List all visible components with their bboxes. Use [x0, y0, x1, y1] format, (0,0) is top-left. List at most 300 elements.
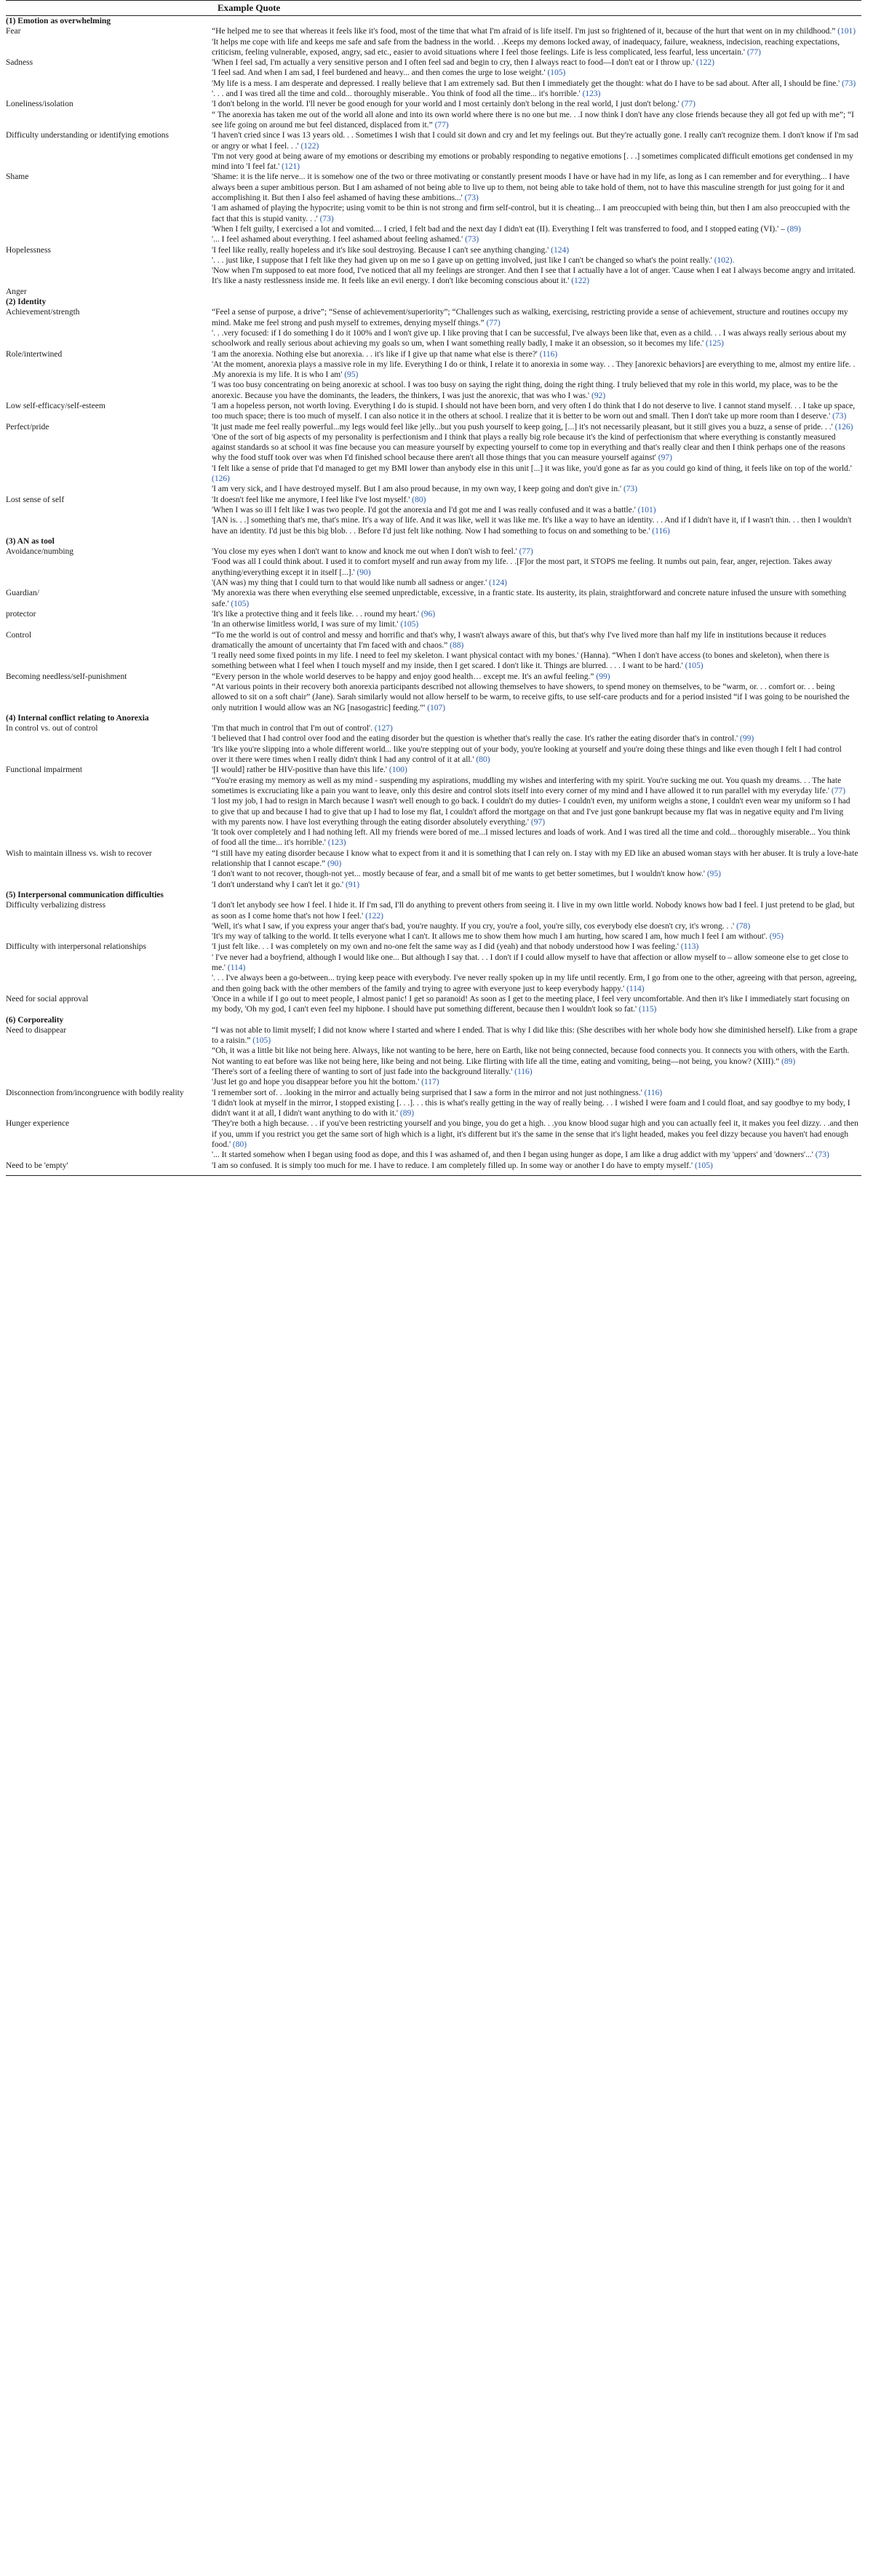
citation-link[interactable]: (97) — [530, 817, 546, 827]
quote-paragraph — [212, 1118, 858, 1150]
quote-text: 'I'm not very good at being aware of my emotions or describing my emotions or probably responding to negative emotions [. . .] sometimes complicated difficult emotions get condensed in my mind into 'I feel fat.' — [212, 151, 853, 172]
subtheme-cell — [6, 26, 212, 57]
subtheme-label: Sadness — [6, 58, 33, 68]
quote-paragraph — [212, 130, 858, 151]
subtheme-label: Wish to maintain illness vs. wish to recover — [6, 848, 152, 858]
subtheme-label: Loneliness/isolation — [6, 100, 73, 109]
citation-link[interactable]: (117) — [421, 1078, 439, 1087]
table-row — [6, 994, 861, 1015]
citation-link[interactable]: (73) — [842, 79, 856, 88]
citation-link[interactable]: (73) — [319, 214, 334, 223]
quote-text: 'It took over completely and I had nothing left. All my friends were bored of me...I missed lectures and loads of work. And I was tired all the time and cold... thoroughly miserable... You think of food all the time... it's horrible.' — [212, 828, 850, 848]
quote-text: '. . . and I was tired all the time and cold... thoroughly miserable.. You think of food all the time... it's horrible.' — [212, 90, 581, 99]
quote-paragraph — [212, 349, 858, 359]
subtheme-label: Hunger experience — [6, 1119, 70, 1129]
citation-link[interactable]: (116) — [514, 1067, 533, 1076]
quote-paragraph — [212, 557, 858, 578]
citation-link[interactable]: (122) — [300, 141, 319, 151]
citation-link[interactable]: (95) — [706, 870, 721, 879]
quote-paragraph — [212, 651, 858, 672]
subtheme-label: Guardian/ — [6, 589, 39, 598]
citation-link[interactable]: (123) — [582, 90, 601, 99]
quote-text: '. . . I've always been a go-between... trying keep peace with everybody. I've never really spoken up in my life until recently. Erm, I go from one to the other, agreeing with that person, agreeing, and then going back with the other members of the family and trying to agree with everyone just to keep everybody happy.' — [212, 974, 857, 993]
quote-text: '(AN was) my thing that I could turn to that would like numb all sadness or anger.' — [212, 579, 487, 588]
quote-cell — [212, 1088, 861, 1119]
section-header-row — [6, 16, 861, 26]
quote-text: '. . . just like, I suppose that I felt like they had given up on me so I gave up on getting involved, just like I can't be changed so what's the point really.' — [212, 255, 712, 265]
quote-text: 'It doesn't feel like me anymore, I feel like I've lost myself.' — [212, 495, 410, 504]
subtheme-label: Need to disappear — [6, 1025, 67, 1035]
subtheme-label: Need to be 'empty' — [6, 1161, 68, 1170]
quote-cell — [212, 1161, 861, 1171]
quote-text: “ The anorexia has taken me out of the world all alone and into its own world where there is no one but me. . .I now think I don't have any close friends because they all got fed up with me”; “I see life going on around me but feel distanced, displaced from it.” — [212, 110, 854, 130]
quote-text: 'I believed that I had control over food and the eating disorder but the question is whether that's really the case. It's rather the eating disorder that's in control.' — [212, 734, 738, 744]
quote-paragraph — [212, 546, 858, 557]
quote-paragraph — [212, 328, 858, 349]
quote-paragraph — [212, 1088, 858, 1098]
quote-text: 'In an otherwise limitless world, I was sure of my limit.' — [212, 620, 399, 629]
quote-paragraph — [212, 26, 858, 36]
quote-cell — [212, 349, 861, 401]
section-title: (3) AN as tool — [6, 536, 55, 546]
quote-text: “To me the world is out of control and messy and horrific and that's why, I wasn't always aware of this, but that's why I've lived more than half my life in institutions because it reduces dramatically the amount of uncertainty that I'm faced with and chaos.” — [212, 630, 826, 650]
citation-link[interactable]: (102). — [714, 255, 735, 265]
quote-cell — [212, 848, 861, 890]
quote-text: 'I don't want to not recover, though-not yet... mostly because of fear, and a small bit of me wants to get better sometimes, but I wouldn't know how.' — [212, 870, 705, 879]
quote-text: 'It's my way of talking to the world. It tells everyone what I can't. It allows me to show them how much I am hurting, how scared I am, how much I feel I am without'. — [212, 932, 768, 942]
quote-text: 'I feel sad. And when I am sad, I feel burdened and heavy... and then comes the urge to lose weight.' — [212, 68, 546, 78]
subtheme-label: Hopelessness — [6, 245, 51, 255]
subtheme-cell — [6, 287, 212, 297]
citation-link[interactable]: (123) — [327, 838, 346, 848]
citation-link[interactable]: (77) — [434, 120, 449, 130]
citation-link[interactable]: (114) — [626, 984, 645, 993]
citation-link[interactable]: (126) — [212, 474, 230, 484]
quote-paragraph — [212, 744, 858, 766]
quote-text: 'When I feel sad, I'm actually a very sensitive person and I often feel sad and begin to cry, then I always react to food—I don't eat or I throw up.' — [212, 58, 695, 68]
subtheme-label: Becoming needless/self-punishment — [6, 672, 127, 681]
subtheme-cell — [6, 848, 212, 890]
quote-paragraph — [212, 953, 858, 974]
citation-link[interactable]: (122) — [571, 277, 590, 286]
subtheme-label: protector — [6, 609, 36, 619]
section-header-row — [6, 297, 861, 307]
citation-link[interactable]: (91) — [345, 880, 360, 889]
citation-link[interactable]: (89) — [786, 224, 801, 234]
table-row — [6, 1161, 861, 1171]
section-header-row — [6, 1015, 861, 1025]
quote-text: 'They're both a high because. . . if you've been restricting yourself and you binge, you do get a high. . .you know blood sugar high and you can actually feel it, it makes you feel dizzy. . .and then if you, umm if you restrict you get the same sort of high which is a light, it's different but it's the same in the sense that it's light headed, makes you feel dizzy because you haven't had enough food.' — [212, 1119, 858, 1150]
quote-text: 'I am very sick, and I have destroyed myself. But I am also proud because, in my own way, I keep going and don't give in.' — [212, 485, 622, 494]
subtheme-cell — [6, 245, 212, 287]
table-row — [6, 765, 861, 848]
quote-paragraph — [212, 99, 858, 109]
subtheme-cell — [6, 1118, 212, 1160]
quote-paragraph — [212, 827, 858, 848]
quote-text: 'I was too busy concentrating on being anorexic at school. I was too busy on saying the right thing, doing the right thing. I truly believed that my role in this world, my place, was to be the anorexic. Because you have the dominants, the leaders, the thinkers, I was just the anorexic, that was who I was.' — [212, 381, 838, 400]
citation-link[interactable]: (124) — [551, 245, 570, 255]
subtheme-cell — [6, 495, 212, 536]
citation-link[interactable]: (105) — [231, 599, 250, 608]
citation-link[interactable]: (116) — [652, 526, 670, 536]
subtheme-label: Difficulty verbalizing distress — [6, 901, 106, 910]
table-bottom-rule — [6, 1175, 861, 1176]
citation-link[interactable]: (92) — [591, 391, 606, 400]
subtheme-label: Lost sense of self — [6, 495, 65, 504]
citation-link[interactable]: (99) — [596, 672, 610, 681]
quote-paragraph — [212, 422, 858, 432]
section-title: (1) Emotion as overwhelming — [6, 17, 111, 25]
section-title: (5) Interpersonal communication difficulties — [6, 890, 164, 899]
quote-text: 'You close my eyes when I don't want to know and knock me out when I don't wish to feel.' — [212, 547, 517, 557]
quote-paragraph — [212, 203, 858, 224]
quote-paragraph — [212, 515, 858, 536]
quote-text: 'It's like a protective thing and it feels like. . . round my heart.' — [212, 609, 420, 619]
table-row — [6, 848, 861, 890]
citation-link[interactable]: (105) — [694, 1161, 713, 1170]
subtheme-label: Functional impairment — [6, 766, 83, 775]
subtheme-label: In control vs. out of control — [6, 724, 98, 734]
citation-link[interactable]: (78) — [736, 921, 751, 931]
subtheme-cell — [6, 349, 212, 401]
quote-text: 'I am the anorexia. Nothing else but anorexia. . . it's like if I give up that name what else is there?' — [212, 349, 538, 359]
quote-paragraph — [212, 1067, 858, 1077]
quote-cell — [212, 546, 861, 588]
quote-cell — [212, 723, 861, 765]
quote-text: 'I am a hopeless person, not worth loving. Everything I do is stupid. I should not have been born, and very often I do think that I do not deserve to live. I cannot stand myself. . . I take up space, too much space; there is too much of myself. I can also notice it in the others at school. I realize that it is better to be worn out and small. Then I don't take up more room than I deserve.' — [212, 401, 856, 421]
citation-link[interactable]: (105) — [400, 620, 419, 629]
quote-paragraph — [212, 110, 858, 131]
citation-link[interactable]: (90) — [356, 568, 371, 577]
quote-paragraph — [212, 682, 858, 713]
quote-text: “Every person in the whole world deserves to be happy and enjoy good health… except me. It's an awful feeling.” — [212, 672, 594, 681]
subtheme-cell — [6, 765, 212, 848]
quote-text: 'Once in a while if I go out to meet people, I almost panic! I get so paranoid! As soon as I get to the meeting place, I feel very uncomfortable. And then it's like I immediately start focusing on my body, 'Oh my god, I can't even feel my hipbone. I should have put something different, because then I wouldn't look so fat.' — [212, 994, 850, 1014]
citation-link[interactable]: (89) — [781, 1057, 796, 1066]
subtheme-cell — [6, 630, 212, 672]
table-row — [6, 349, 861, 401]
section-header-row — [6, 890, 861, 900]
quote-paragraph — [212, 495, 858, 505]
quote-text: “You're erasing my memory as well as my mind - suspending my aspirations, muddling my wishes and interfering with my spirit. You're sucking me out. You quash my dreams. . . The hate sometimes is excruciating like a pain you want to leave, only this desire and control slots itself into every corner of my mind and I have allowed it to run parallel with my everyday life.' — [212, 776, 842, 795]
citation-link[interactable]: (99) — [740, 734, 754, 744]
citation-link[interactable]: (96) — [420, 609, 436, 619]
table-header — [6, 1, 861, 16]
table-row — [6, 900, 861, 942]
quote-paragraph — [212, 464, 858, 485]
quote-text: “I still have my eating disorder because I know what to expect from it and it is something that I can rely on. I stay with my ED like an abused woman stays with her abuser. It is truly a love-hate relationship that I cannot escape.” — [212, 848, 858, 869]
citation-link[interactable]: (77) — [519, 547, 533, 557]
quote-text: 'I am so confused. It is simply too much for me. I have to reduce. I am completely filled up. In some way or another I do have to empty myself.' — [212, 1161, 693, 1170]
subtheme-cell — [6, 900, 212, 942]
quote-paragraph — [212, 484, 858, 494]
subtheme-label: Difficulty with interpersonal relationships — [6, 942, 147, 952]
subtheme-label: Control — [6, 630, 32, 640]
quote-paragraph — [212, 994, 858, 1015]
quote-column-header: Example Quote — [218, 2, 281, 13]
table-row — [6, 99, 861, 130]
citation-link[interactable]: (90) — [327, 859, 342, 869]
citation-link[interactable]: (127) — [374, 724, 393, 734]
citation-link[interactable]: (124) — [489, 579, 507, 588]
subtheme-cell — [6, 1025, 212, 1088]
quote-text: 'I don't understand why I can't let it go.' — [212, 880, 344, 889]
subtheme-label: Difficulty understanding or identifying emotions — [6, 131, 170, 140]
quote-text: 'It's like you're slipping into a whole different world... like you're stepping out of your body, you're looking at yourself and you're doing these things and like even though I felt I had control over it there were times when I really didn't think I had any control of it at all.' — [212, 744, 842, 765]
quote-paragraph — [212, 432, 858, 464]
citation-link[interactable]: (77) — [681, 100, 695, 109]
citation-link[interactable]: (77) — [486, 318, 501, 327]
quote-paragraph — [212, 79, 858, 89]
subtheme-cell — [6, 130, 212, 172]
quote-text: 'I didn't look at myself in the mirror, I stopped existing [. . .]. . . this is what's really getting in the way of really being. . . I wished I were foam and I could float, and say goodbye to my body, I didn't want it at all, I didn't want anything to do with it.' — [212, 1098, 850, 1118]
subtheme-cell — [6, 172, 212, 245]
quote-paragraph — [212, 245, 858, 255]
subtheme-label: Avoidance/numbing — [6, 547, 74, 557]
section-title: (2) Identity — [6, 298, 47, 307]
table-row — [6, 307, 861, 349]
table-row — [6, 942, 861, 993]
citation-link[interactable]: (113) — [680, 942, 699, 952]
quote-text: 'At the moment, anorexia plays a massive role in my life. Everything I do or think, I relate it to anorexia in some way. . . They [anorexic behaviors] are everything to me, almost my entire life. . .My anorexia is my life. It is who I am' — [212, 359, 856, 380]
table-page — [0, 0, 873, 1176]
table-row — [6, 172, 861, 245]
citation-link[interactable]: (73) — [815, 1150, 829, 1160]
citation-link[interactable]: (80) — [412, 495, 426, 504]
table-row — [6, 130, 861, 172]
quote-text: ' I've never had a boyfriend, although I would like one... But although I say that. . . I don't if I could allow myself to have that affection or allow myself to – allow someone else to get close to me.' — [212, 953, 848, 973]
quote-paragraph — [212, 1150, 858, 1160]
quote-cell — [212, 900, 861, 942]
quote-paragraph — [212, 255, 858, 266]
citation-link[interactable]: (77) — [831, 786, 846, 795]
quote-cell — [212, 130, 861, 172]
quote-paragraph — [212, 151, 858, 172]
quote-text: 'I don't belong in the world. I'll never be good enough for your world and I most certainly don't belong in the real world, I just don't belong.' — [212, 100, 679, 109]
citation-link[interactable]: (125) — [706, 339, 724, 349]
quote-cell — [212, 172, 861, 245]
subtheme-label: Need for social approval — [6, 994, 89, 1003]
quote-text: “Oh, it was a little bit like not being here. Always, like not wanting to be here, here on Earth, like not being connected, because food connects you. It connects you with others, with the Earth. Not wanting to eat before was like not being here, like being and not being. Like flirting with life all the time, eating and vomiting, being—not being, you know? (XIII).” — [212, 1046, 850, 1066]
subtheme-label: Role/intertwined — [6, 349, 63, 359]
subtheme-cell — [6, 942, 212, 993]
quote-text: 'My life is a mess. I am desperate and depressed. I really believe that I am extremely sad. But then I immediately get the thought: what do I have to be sad about. After all, I should be fine.' — [212, 79, 840, 88]
subtheme-cell — [6, 57, 212, 99]
quote-paragraph — [212, 588, 858, 609]
table-row — [6, 1025, 861, 1088]
quote-text: “At various points in their recovery both anorexia participants described not allowing themselves to have showers, to spend money on themselves, to be “warm, or. . . comfort or. . . being allowed to sit on a soft chair” (Jane). Sarah similarly would not allow herself to be warm, to receive gifts, to use self-care products and for a period insisted “if I was going to be nourished the only nutrition I would allow was an NG [nasogastric] feeding.”' — [212, 683, 850, 712]
quote-text: 'I am ashamed of playing the hypocrite; using vomit to be thin is not strong and firm self-control, but it is cheating... I am preoccupied with being thin, but then I am also preoccupied with the fact that this is stupid vanity. . .' — [212, 204, 850, 223]
subtheme-cell — [6, 401, 212, 422]
quote-cell — [212, 26, 861, 57]
quote-text: 'Now when I'm supposed to eat more food, I've noticed that all my feelings are stronger. And then I see that I actually have a lot of anger. 'Cause when I eat I always become angry and irritated. It's like a nasty restlessness inside me. It feels like an evil energy. I don't like becoming conscious about it.' — [212, 266, 856, 286]
quote-text: 'I just felt like. . . I was completely on my own and no-one felt the same way as I did (yeah) and that nobody understood how I was feeling.' — [212, 942, 679, 952]
quote-cell — [212, 609, 861, 630]
table-row — [6, 672, 861, 713]
quote-paragraph — [212, 619, 858, 629]
quote-paragraph — [212, 307, 858, 328]
quote-text: 'I lost my job, I had to resign in March because I wasn't well enough to go back. I couldn't do my duties- I couldn't even, my uniform weighs a stone, I couldn't even wear my uniform so I had to give that up and because I had to give that up I had to lose my flat, I couldn't afford the mortgage on that and I've just gone bankrupt because my flat was in negative equity and I'm living with my parents now. I have lost everything through the eating disorder absolutely everything.' — [212, 797, 850, 827]
quote-paragraph — [212, 401, 858, 422]
quote-cell — [212, 942, 861, 993]
citation-link[interactable]: (107) — [427, 703, 446, 712]
quote-paragraph — [212, 172, 858, 203]
quote-text: 'I haven't cried since I was 13 years old. . . Sometimes I wish that I could sit down and cry and let my feelings out. But they're actually gone. I really can't recognize them. I don't know if I'm sad or angry or what I feel. . .' — [212, 131, 858, 151]
quote-cell — [212, 630, 861, 672]
quote-paragraph — [212, 57, 858, 68]
table-row — [6, 1118, 861, 1160]
quote-paragraph — [212, 880, 858, 890]
subtheme-cell — [6, 723, 212, 765]
quote-paragraph — [212, 1025, 858, 1046]
quote-cell — [212, 401, 861, 422]
table-row — [6, 422, 861, 495]
quote-text: 'Food was all I could think about. I used it to comfort myself and run away from my life. . .[F]or the most part, it STOPS me feeling. It numbs out pain, fear, anger, rejection. Takes away anything/everything except it in itself [...].' — [212, 557, 832, 577]
quote-paragraph — [212, 848, 858, 870]
quote-cell — [212, 994, 861, 1015]
citation-link[interactable]: (116) — [539, 349, 558, 359]
citation-link[interactable]: (105) — [685, 661, 703, 671]
quote-cell — [212, 57, 861, 99]
citation-link[interactable]: (115) — [639, 1005, 657, 1014]
quote-text: 'It helps me cope with life and keeps me safe and safe from the badness in the world. . .Keeps my demons locked away, of inadequacy, failure, weakness, indecision, reaching expectations, criticism, feeling vulnerable, exposed, angry, sad etc., easier to avoid situations where I feel those feelings. Life is less complicated, less fearful, less uncertain.' — [212, 37, 840, 57]
subtheme-cell — [6, 1088, 212, 1119]
citation-link[interactable]: (80) — [232, 1140, 247, 1150]
quote-text: “He helped me to see that whereas it feels like it's food, most of the time that what I'm afraid of is life itself. I'm just so frightened of it, because of the hurt that went on in my childhood.” — [212, 27, 836, 36]
citation-link[interactable]: (122) — [696, 58, 714, 68]
quote-paragraph — [212, 942, 858, 952]
quote-paragraph — [212, 973, 858, 994]
subtheme-cell — [6, 609, 212, 630]
table-row — [6, 57, 861, 99]
quote-text: 'There's sort of a feeling there of wanting to sort of just fade into the background literally.' — [212, 1067, 513, 1076]
quote-cell — [212, 672, 861, 713]
quote-text: “I was not able to limit myself; I did not know where I started and where I ended. That is why I did like this: (She describes with her whole body how she diminished herself). Like from a grape to a raisin.” — [212, 1025, 858, 1046]
table-row — [6, 245, 861, 287]
citation-link[interactable]: (101) — [637, 505, 656, 514]
citation-link[interactable]: (126) — [834, 422, 853, 432]
table-row — [6, 546, 861, 588]
quote-cell — [212, 588, 861, 609]
quote-text: 'I don't let anybody see how I feel. I hide it. If I'm sad, I'll do anything to prevent others from seeing it. I live in my own little world. Nobody knows how bad I feel. I just pretend to be glad, but as soon as I come home that's not how I feel.' — [212, 901, 855, 921]
quote-paragraph — [212, 609, 858, 619]
section-title: (6) Corporeality — [6, 1015, 64, 1025]
quote-cell — [212, 287, 861, 297]
subtheme-label: Disconnection from/incongruence with bodily reality — [6, 1088, 184, 1097]
quote-paragraph — [212, 921, 858, 931]
citation-link[interactable]: (100) — [388, 766, 407, 775]
subtheme-cell — [6, 994, 212, 1015]
quote-paragraph — [212, 505, 858, 515]
quote-paragraph — [212, 89, 858, 99]
quote-text: 'I'm that much in control that I'm out of control'. — [212, 724, 372, 734]
subtheme-label: Perfect/pride — [6, 422, 49, 432]
quote-text: 'Just let go and hope you disappear before you hit the bottom.' — [212, 1078, 420, 1087]
citation-link[interactable]: (95) — [769, 932, 784, 942]
quote-paragraph — [212, 869, 858, 879]
subtheme-label: Achievement/strength — [6, 308, 80, 317]
quote-paragraph — [212, 931, 858, 942]
citation-link[interactable]: (95) — [344, 370, 359, 380]
quote-text: 'It just made me feel really powerful...my legs would feel like jelly...but you push yourself to keep going, [...] it's not necessarily pleasant, but it still gives you a buzz, a sense of pride. . .' — [212, 422, 833, 432]
quote-paragraph — [212, 1046, 858, 1067]
citation-link[interactable]: (89) — [399, 1109, 415, 1118]
subtheme-label: Anger — [6, 287, 27, 296]
citation-link[interactable]: (97) — [658, 453, 672, 463]
quote-paragraph — [212, 765, 858, 775]
table-row — [6, 287, 861, 297]
citation-link[interactable]: (105) — [252, 1036, 271, 1046]
table-row — [6, 588, 861, 609]
quote-text: 'One of the sort of big aspects of my personality is perfectionism and I think that plays a really big role because it's the kind of perfectionism that where everything is constantly measured against standards so at school it was fine because you can measure yourself by expecting yourself to come top in everything and that's really clear and then I think perhaps one of the reasons why the food stuff took over was when I'd finished school because there aren't all those things that you can measure yourself against' — [212, 432, 846, 463]
quote-paragraph — [212, 68, 858, 78]
quote-paragraph — [212, 1077, 858, 1087]
quote-cell — [212, 307, 861, 349]
citation-link[interactable]: (105) — [547, 68, 566, 78]
citation-link[interactable]: (73) — [464, 194, 479, 203]
quote-paragraph — [212, 266, 858, 287]
table-row — [6, 401, 861, 422]
subtheme-cell — [6, 422, 212, 495]
citation-link[interactable]: (88) — [450, 640, 464, 650]
quote-paragraph — [212, 1098, 858, 1119]
subtheme-cell — [6, 99, 212, 130]
quote-cell — [212, 245, 861, 287]
citation-link[interactable]: (116) — [644, 1088, 663, 1097]
citation-link[interactable]: (77) — [746, 47, 761, 57]
quote-text: 'I really need some fixed points in my life. I need to feel my skeleton. I want physical contact with my bones.' (Hanna). “When I don't have access (to bones and skeleton), when there is something between what I feel when I touch myself and my inside, then I get scared. I don't like it. Things are blurred. . . . I want to be hard.' — [212, 651, 829, 671]
quote-text: '... It started somehow when I began using food as dope, and this I was ashamed of, and then I began using hunger as dope, I am like a drug addict with my 'uppers' and 'downers'...' — [212, 1150, 813, 1160]
citation-link[interactable]: (122) — [365, 911, 384, 921]
table-row — [6, 1088, 861, 1119]
quote-paragraph — [212, 234, 858, 245]
subtheme-cell — [6, 546, 212, 588]
subtheme-cell — [6, 307, 212, 349]
quote-cell — [212, 99, 861, 130]
citation-link[interactable]: (121) — [282, 162, 300, 172]
quote-paragraph — [212, 359, 858, 381]
quote-cell — [212, 422, 861, 495]
table-row — [6, 495, 861, 536]
section-header-row — [6, 713, 861, 723]
quote-paragraph — [212, 734, 858, 744]
citation-link[interactable]: (101) — [837, 27, 856, 36]
quote-text: 'I remember sort of. . .looking in the mirror and actually being surprised that I saw a form in the mirror and not just nothingness.' — [212, 1088, 642, 1097]
citation-link[interactable]: (73) — [465, 235, 479, 245]
quote-text: 'My anorexia was there when everything else seemed unpredictable, excessive, in a frantic state. Its austerity, its plain, straightforward and concrete nature infused the unsure with something safe.' — [212, 589, 847, 608]
table-row — [6, 630, 861, 672]
quote-cell — [212, 1025, 861, 1088]
citation-link[interactable]: (73) — [832, 412, 847, 421]
citation-link[interactable]: (114) — [227, 963, 246, 973]
quote-text: '. . .very focused: if I do something I do it 100% and I won't give up. I like proving that I can be successful, I've always been like that, even as a child. . . I was always really serious about my schoolwork and really serious about achieving my goals so um, when I want something really badly, I make it an obsession, so it becomes my life.' — [212, 328, 847, 349]
table-row — [6, 609, 861, 630]
subtheme-cell — [6, 588, 212, 609]
quote-text: 'When I felt guilty, I exercised a lot and vomited.... I cried, I felt bad and the next day I didn't eat (II). Everything I felt was transferred to food, and I stopped eating (VI).' – — [212, 224, 785, 234]
quote-paragraph — [212, 578, 858, 588]
citation-link[interactable]: (73) — [623, 485, 638, 494]
quote-text: 'Well, it's what I saw, if you express your anger that's bad, you're naughty. If you cry, you're a fool, you're silly, cos everybody else doesn't cry, it's wrong. . .' — [212, 921, 735, 931]
quote-paragraph — [212, 796, 858, 827]
citation-link[interactable]: (80) — [476, 755, 490, 765]
subtheme-cell — [6, 672, 212, 713]
quote-text: 'When I was so ill I felt like I was two people. I'd got the anorexia and I'd got me and I was really confused and it was a battle.' — [212, 505, 636, 514]
quote-paragraph — [212, 37, 858, 58]
quote-text: '[I would] rather be HIV-positive than have this life.' — [212, 766, 388, 775]
quote-paragraph — [212, 224, 858, 234]
quote-cell — [212, 495, 861, 536]
quote-paragraph — [212, 380, 858, 401]
